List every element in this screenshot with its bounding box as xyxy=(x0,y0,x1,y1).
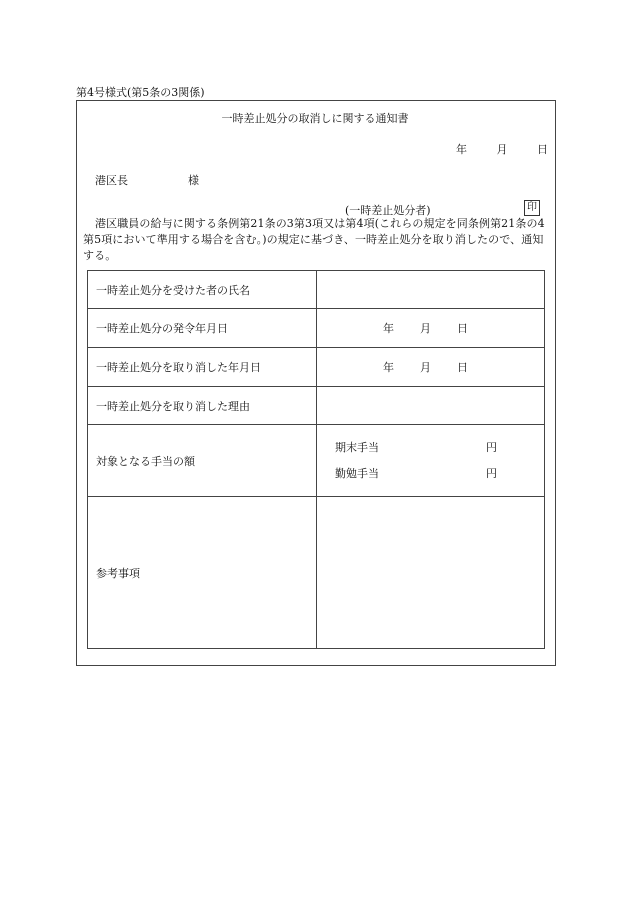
table-row xyxy=(88,387,545,425)
amount-cell xyxy=(317,425,545,497)
table-row xyxy=(88,497,545,649)
issue-day-label: 日 xyxy=(457,322,468,335)
reason-value-cell[interactable] xyxy=(317,387,545,425)
cancel-date-cell[interactable] xyxy=(317,348,545,387)
document-title: 一時差止処分の取消しに関する通知書 xyxy=(221,112,409,125)
cancel-date-label: 一時差止処分を取り消した年月日 xyxy=(88,348,317,387)
diligence-allowance-unit: 円 xyxy=(486,466,497,480)
issue-year-label: 年 xyxy=(383,322,394,335)
notes-value-cell[interactable] xyxy=(317,497,545,649)
name-value-cell[interactable] xyxy=(317,271,545,309)
issue-date-label: 一時差止処分の発令年月日 xyxy=(88,309,317,348)
issuer-label: (一時差止処分者) xyxy=(345,204,431,217)
cancel-month-label: 月 xyxy=(420,361,431,374)
table-row xyxy=(88,309,545,348)
table-row xyxy=(88,425,545,497)
name-label: 一時差止処分を受けた者の氏名 xyxy=(88,271,317,309)
seal-mark: 印 xyxy=(524,200,540,216)
document-date xyxy=(456,141,548,157)
date-year-label: 年 xyxy=(456,143,467,156)
addressee: 港区長 xyxy=(95,174,128,187)
table-row xyxy=(88,271,545,309)
table-row xyxy=(88,348,545,387)
date-day-label: 日 xyxy=(537,143,548,156)
diligence-allowance-label: 勤勉手当 xyxy=(335,466,379,480)
notes-label: 参考事項 xyxy=(88,497,317,649)
issue-date-cell[interactable] xyxy=(317,309,545,348)
amount-label: 対象となる手当の額 xyxy=(88,425,317,497)
info-table xyxy=(87,270,545,649)
term-end-allowance-label: 期末手当 xyxy=(335,440,379,454)
notice-body: 港区職員の給与に関する条例第21条の3第3項又は第4項(これらの規定を同条例第21条の4第5項において準用する場合を含む。)の規定に基づき、一時差止処分を取り消したので、通知する。 xyxy=(83,217,545,262)
addressee-honorific: 様 xyxy=(188,174,199,187)
date-month-label: 月 xyxy=(496,143,508,156)
cancel-day-label: 日 xyxy=(457,361,468,374)
cancel-year-label: 年 xyxy=(383,361,394,374)
term-end-allowance-unit: 円 xyxy=(486,440,497,454)
form-number: 第4号様式(第5条の3関係) xyxy=(76,86,205,99)
reason-label: 一時差止処分を取り消した理由 xyxy=(88,387,317,425)
issue-month-label: 月 xyxy=(420,322,431,335)
